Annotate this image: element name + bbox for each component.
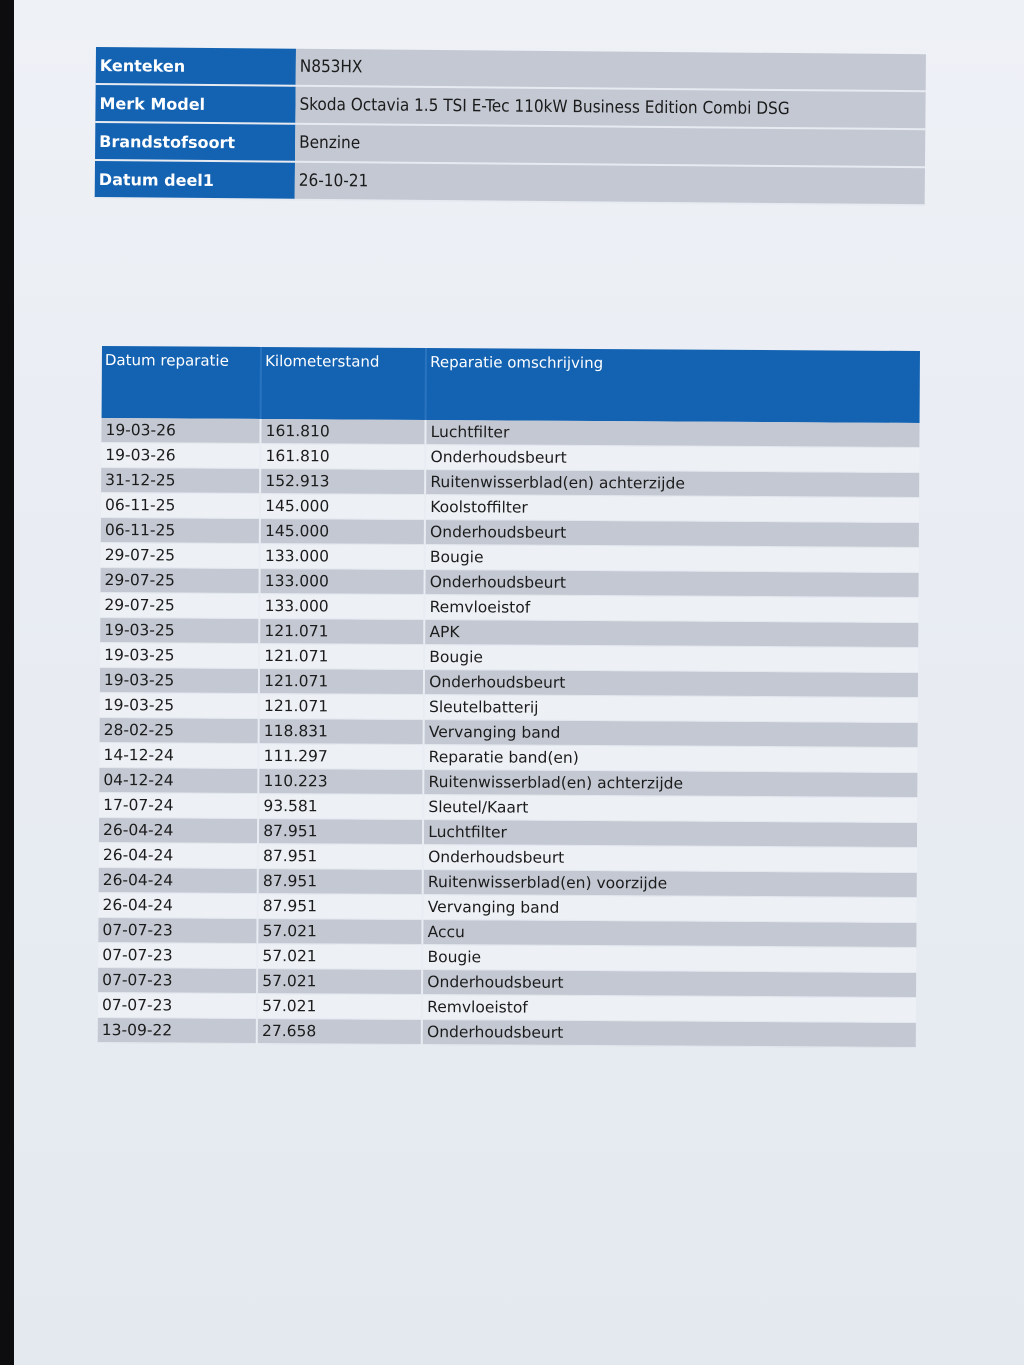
repair-date-cell: 19-03-26: [101, 442, 260, 468]
repair-date-cell: 26-04-24: [99, 842, 258, 868]
repair-description-cell: Remvloeistof: [422, 994, 916, 1022]
repair-description-cell: Bougie: [424, 644, 918, 672]
repair-mileage-cell: 121.071: [259, 618, 424, 644]
repair-description-cell: Ruitenwisserblad(en) achterzijde: [425, 469, 919, 497]
repair-description-cell: Bougie: [422, 944, 916, 972]
repair-mileage-cell: 87.951: [258, 843, 423, 869]
repair-date-cell: 29-07-25: [100, 567, 259, 593]
repair-description-cell: Luchtfilter: [423, 819, 917, 847]
repair-description-cell: Ruitenwisserblad(en) achterzijde: [423, 769, 917, 797]
repair-date-cell: 29-07-25: [101, 542, 260, 568]
repair-date-cell: 13-09-22: [98, 1017, 257, 1043]
vehicle-info-value: N853HX: [296, 49, 926, 91]
repair-date-cell: 06-11-25: [101, 492, 260, 518]
repair-date-cell: 26-04-24: [99, 817, 258, 843]
repair-history-body: [98, 418, 920, 1047]
vehicle-info-label: Kenteken: [96, 47, 296, 86]
vehicle-info-label: Merk Model: [95, 84, 295, 124]
vehicle-info-label: Datum deel1: [95, 160, 295, 200]
repair-description-cell: Accu: [423, 919, 917, 947]
repair-mileage-cell: 121.071: [259, 643, 424, 669]
vehicle-info-value: 26-10-21: [295, 162, 925, 205]
repair-date-cell: 28-02-25: [100, 717, 259, 743]
header-kilometerstand: Kilometerstand: [261, 347, 426, 420]
header-reparatie-omschrijving: Reparatie omschrijving: [426, 348, 920, 423]
repair-date-cell: 19-03-26: [101, 418, 260, 443]
repair-date-cell: 07-07-23: [98, 967, 257, 993]
repair-date-cell: 19-03-25: [100, 692, 259, 718]
repair-mileage-cell: 161.810: [261, 419, 426, 445]
repair-date-cell: 26-04-24: [99, 892, 258, 918]
repair-date-cell: 04-12-24: [99, 767, 258, 793]
repair-date-cell: 19-03-25: [100, 667, 259, 693]
header-datum-reparatie: Datum reparatie: [102, 346, 262, 419]
repair-mileage-cell: 57.021: [257, 968, 422, 994]
repair-description-cell: Onderhoudsbeurt: [425, 444, 919, 472]
repair-description-cell: Koolstoffilter: [425, 494, 919, 522]
repair-description-cell: Luchtfilter: [426, 420, 920, 448]
vehicle-info-label: Brandstofsoort: [95, 122, 295, 162]
repair-date-cell: 29-07-25: [100, 592, 259, 618]
repair-mileage-cell: 118.831: [259, 718, 424, 744]
repair-mileage-cell: 27.658: [257, 1018, 422, 1044]
repair-mileage-cell: 57.021: [258, 918, 423, 944]
repair-mileage-cell: 152.913: [260, 468, 425, 494]
repair-mileage-cell: 145.000: [260, 518, 425, 544]
repair-mileage-cell: 110.223: [258, 768, 423, 794]
repair-date-cell: 19-03-25: [100, 642, 259, 668]
repair-mileage-cell: 111.297: [259, 743, 424, 769]
repair-mileage-cell: 87.951: [258, 868, 423, 894]
vehicle-info-table: [95, 47, 926, 206]
repair-description-cell: Onderhoudsbeurt: [425, 519, 919, 547]
repair-description-cell: APK: [424, 619, 918, 647]
repair-description-cell: Sleutel/Kaart: [423, 794, 917, 822]
repair-description-cell: Onderhoudsbeurt: [424, 669, 918, 697]
repair-date-cell: 07-07-23: [98, 917, 257, 943]
repair-mileage-cell: 87.951: [258, 818, 423, 844]
table-row: [98, 1017, 916, 1047]
repair-mileage-cell: 87.951: [258, 893, 423, 919]
repair-mileage-cell: 133.000: [260, 568, 425, 594]
repair-mileage-cell: 121.071: [259, 668, 424, 694]
document-page: [14, 0, 1024, 1365]
repair-mileage-cell: 57.021: [257, 993, 422, 1019]
repair-date-cell: 14-12-24: [99, 742, 258, 768]
repair-date-cell: 07-07-23: [98, 992, 257, 1018]
vehicle-info-value: Benzine: [295, 124, 925, 167]
vehicle-info-value: Skoda Octavia 1.5 TSI E-Tec 110kW Business Edition Combi DSG: [295, 86, 925, 129]
repair-description-cell: Sleutelbatterij: [424, 694, 918, 722]
repair-date-cell: 06-11-25: [101, 517, 260, 543]
repair-date-cell: 07-07-23: [98, 942, 257, 968]
repair-description-cell: Vervanging band: [423, 894, 917, 922]
repair-description-cell: Onderhoudsbeurt: [422, 969, 916, 997]
repair-description-cell: Vervanging band: [424, 719, 918, 747]
vehicle-info-body: [95, 47, 926, 205]
repair-description-cell: Remvloeistof: [425, 594, 919, 622]
repair-date-cell: 31-12-25: [101, 467, 260, 493]
repair-description-cell: Bougie: [425, 544, 919, 572]
repair-mileage-cell: 161.810: [260, 443, 425, 469]
repair-mileage-cell: 145.000: [260, 493, 425, 519]
repair-header-row: [102, 346, 920, 423]
repair-history-table: [98, 346, 920, 1048]
repair-mileage-cell: 93.581: [258, 793, 423, 819]
repair-description-cell: Onderhoudsbeurt: [423, 844, 917, 872]
repair-description-cell: Reparatie band(en): [424, 744, 918, 772]
repair-mileage-cell: 121.071: [259, 693, 424, 719]
repair-description-cell: Onderhoudsbeurt: [422, 1019, 916, 1047]
repair-date-cell: 19-03-25: [100, 617, 259, 643]
repair-description-cell: Ruitenwisserblad(en) voorzijde: [423, 869, 917, 897]
repair-date-cell: 26-04-24: [99, 867, 258, 893]
repair-date-cell: 17-07-24: [99, 792, 258, 818]
repair-description-cell: Onderhoudsbeurt: [425, 569, 919, 597]
repair-mileage-cell: 133.000: [260, 593, 425, 619]
vehicle-info-row: [95, 160, 925, 205]
repair-mileage-cell: 57.021: [257, 943, 422, 969]
repair-mileage-cell: 133.000: [260, 543, 425, 569]
